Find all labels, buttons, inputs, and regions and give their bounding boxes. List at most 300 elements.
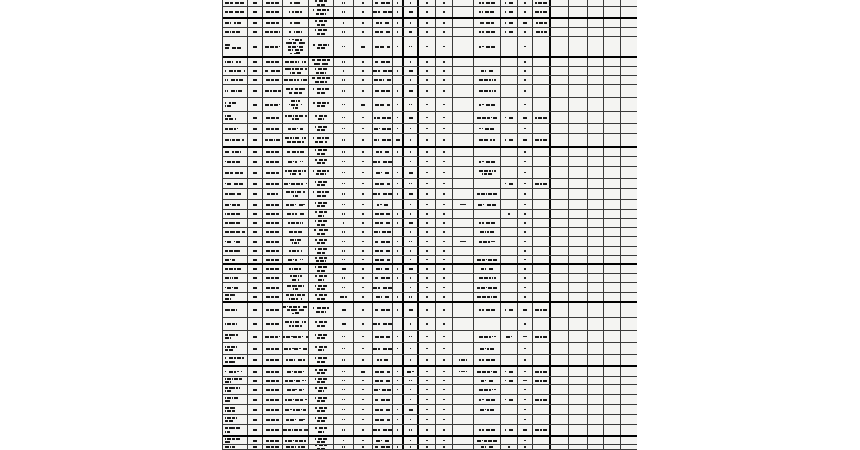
table-cell bbox=[604, 395, 621, 404]
table-cell bbox=[569, 167, 588, 178]
table-cell bbox=[604, 167, 621, 178]
table-cell bbox=[453, 274, 474, 282]
table-cell bbox=[354, 405, 373, 414]
cell-text-marks bbox=[253, 429, 258, 432]
table-cell bbox=[501, 200, 518, 209]
table-cell bbox=[404, 445, 419, 449]
table-cell bbox=[393, 303, 404, 317]
table-cell bbox=[309, 219, 334, 227]
cell-text-marks bbox=[478, 222, 495, 225]
table-cell bbox=[393, 124, 404, 133]
cell-text-marks bbox=[314, 266, 328, 269]
table-cell bbox=[604, 303, 621, 317]
table-cell bbox=[283, 148, 309, 156]
cell-text-marks bbox=[443, 116, 445, 119]
table-cell bbox=[474, 85, 501, 97]
table-cell bbox=[588, 331, 604, 342]
table-cell bbox=[283, 0, 309, 6]
table-cell bbox=[518, 112, 533, 123]
cell-text-marks bbox=[396, 429, 398, 432]
table-cell bbox=[436, 76, 453, 84]
cell-text-marks bbox=[253, 139, 258, 142]
cell-text-marks bbox=[534, 2, 548, 5]
cell-text-marks bbox=[479, 127, 495, 130]
cell-text-marks bbox=[373, 127, 392, 130]
cell-text-marks bbox=[443, 439, 445, 442]
table-cell bbox=[283, 167, 309, 178]
table-cell bbox=[474, 189, 501, 199]
table-cell bbox=[533, 355, 551, 365]
table-cell bbox=[354, 19, 373, 27]
cell-text-marks bbox=[225, 420, 234, 423]
table-cell bbox=[248, 445, 263, 449]
cell-text-marks bbox=[375, 2, 390, 5]
cell-text-marks bbox=[313, 62, 329, 65]
cell-text-marks bbox=[341, 335, 345, 338]
table-cell bbox=[604, 247, 621, 255]
cell-text-marks bbox=[362, 90, 364, 93]
table-cell bbox=[604, 256, 621, 263]
table-cell bbox=[419, 293, 436, 301]
cell-text-marks bbox=[376, 268, 390, 271]
table-cell bbox=[588, 7, 604, 17]
table-cell bbox=[588, 343, 604, 354]
cell-text-marks bbox=[285, 408, 306, 411]
table-cell bbox=[309, 293, 334, 301]
table-cell bbox=[551, 157, 569, 166]
cell-text-marks bbox=[505, 379, 514, 382]
table-cell bbox=[551, 148, 569, 156]
cell-text-marks bbox=[396, 193, 398, 196]
table-cell bbox=[569, 67, 588, 75]
cell-text-marks bbox=[225, 105, 232, 108]
table-cell bbox=[533, 85, 551, 97]
table-cell bbox=[309, 134, 334, 146]
cell-text-marks bbox=[266, 347, 280, 350]
cell-text-marks bbox=[312, 137, 329, 140]
table-cell bbox=[263, 7, 283, 17]
table-cell bbox=[393, 112, 404, 123]
table-cell bbox=[436, 445, 453, 449]
table-cell bbox=[354, 425, 373, 435]
cell-text-marks bbox=[286, 294, 305, 297]
cell-text-marks bbox=[266, 446, 280, 449]
table-cell bbox=[453, 237, 474, 246]
cell-text-marks bbox=[253, 250, 258, 253]
table-cell bbox=[436, 98, 453, 111]
table-cell bbox=[533, 134, 551, 146]
cell-text-marks bbox=[341, 258, 345, 261]
table-cell bbox=[551, 98, 569, 111]
table-cell bbox=[453, 37, 474, 56]
table-cell bbox=[309, 237, 334, 246]
table-cell bbox=[419, 37, 436, 56]
cell-text-marks bbox=[409, 231, 411, 234]
table-cell bbox=[588, 274, 604, 282]
table-cell bbox=[248, 167, 263, 178]
cell-text-marks bbox=[266, 388, 280, 391]
cell-text-marks bbox=[288, 127, 304, 130]
table-cell bbox=[501, 247, 518, 255]
table-cell bbox=[551, 377, 569, 384]
table-cell bbox=[569, 343, 588, 354]
cell-text-marks bbox=[225, 258, 236, 261]
cell-text-marks bbox=[426, 388, 428, 391]
table-cell bbox=[373, 67, 393, 75]
table-cell bbox=[334, 210, 354, 218]
table-cell bbox=[373, 256, 393, 263]
table-cell bbox=[474, 124, 501, 133]
table-cell bbox=[569, 367, 588, 376]
cell-text-marks bbox=[314, 29, 328, 32]
table-cell bbox=[419, 189, 436, 199]
cell-text-marks bbox=[443, 222, 445, 225]
cell-text-marks bbox=[362, 70, 364, 73]
table-cell bbox=[419, 0, 436, 6]
table-cell bbox=[354, 256, 373, 263]
cell-text-marks bbox=[225, 11, 245, 14]
table-cell bbox=[533, 228, 551, 236]
table-cell bbox=[393, 343, 404, 354]
cell-text-marks bbox=[266, 182, 280, 185]
table-cell bbox=[621, 37, 637, 56]
table-cell bbox=[283, 437, 309, 444]
table-cell bbox=[588, 303, 604, 317]
table-cell bbox=[453, 67, 474, 75]
cell-text-marks bbox=[396, 182, 398, 185]
table-cell bbox=[223, 247, 248, 255]
cell-text-marks bbox=[317, 32, 326, 35]
table-cell bbox=[334, 385, 354, 394]
cell-text-marks bbox=[225, 193, 242, 196]
cell-text-marks bbox=[362, 151, 364, 154]
cell-text-marks bbox=[341, 213, 345, 216]
cell-text-marks bbox=[443, 429, 445, 432]
table-row bbox=[223, 367, 637, 377]
cell-text-marks bbox=[314, 149, 328, 152]
cell-text-marks bbox=[341, 203, 345, 206]
table-cell bbox=[551, 85, 569, 97]
table-cell bbox=[354, 7, 373, 17]
table-cell bbox=[263, 134, 283, 146]
table-cell bbox=[501, 274, 518, 282]
table-cell bbox=[588, 148, 604, 156]
table-cell bbox=[518, 210, 533, 218]
table-cell bbox=[588, 219, 604, 227]
table-cell bbox=[551, 76, 569, 84]
table-row bbox=[223, 167, 637, 179]
cell-text-marks bbox=[253, 160, 258, 163]
cell-text-marks bbox=[314, 220, 328, 223]
table-cell bbox=[283, 445, 309, 449]
table-cell bbox=[621, 112, 637, 123]
table-cell bbox=[621, 445, 637, 449]
table-cell bbox=[419, 58, 436, 66]
table-cell bbox=[588, 395, 604, 404]
cell-text-marks bbox=[408, 296, 412, 299]
table-cell bbox=[453, 415, 474, 424]
table-cell bbox=[604, 148, 621, 156]
table-cell bbox=[533, 395, 551, 404]
cell-text-marks bbox=[225, 441, 231, 444]
table-cell bbox=[404, 157, 419, 166]
cell-text-marks bbox=[253, 347, 258, 350]
table-cell bbox=[569, 405, 588, 414]
cell-text-marks bbox=[362, 22, 364, 25]
cell-text-marks bbox=[523, 429, 528, 432]
table-cell bbox=[404, 228, 419, 236]
cell-text-marks bbox=[534, 116, 548, 119]
table-cell bbox=[419, 283, 436, 292]
table-cell bbox=[309, 0, 334, 6]
table-cell bbox=[588, 37, 604, 56]
cell-text-marks bbox=[342, 439, 344, 442]
table-cell bbox=[621, 303, 637, 317]
table-cell bbox=[263, 445, 283, 449]
table-cell bbox=[533, 274, 551, 282]
cell-text-marks bbox=[286, 446, 305, 449]
table-cell bbox=[621, 167, 637, 178]
table-row bbox=[223, 237, 637, 247]
table-cell bbox=[419, 237, 436, 246]
table-row bbox=[223, 228, 637, 237]
cell-text-marks bbox=[375, 31, 390, 34]
cell-text-marks bbox=[409, 139, 411, 142]
table-cell bbox=[551, 7, 569, 17]
cell-text-marks bbox=[361, 370, 366, 373]
table-cell bbox=[419, 318, 436, 330]
cell-text-marks bbox=[225, 160, 241, 163]
cell-text-marks bbox=[443, 323, 445, 326]
cell-text-marks bbox=[408, 171, 413, 174]
cell-text-marks bbox=[341, 388, 345, 391]
table-cell bbox=[354, 148, 373, 156]
table-cell bbox=[604, 355, 621, 365]
table-cell bbox=[621, 237, 637, 246]
table-cell bbox=[453, 200, 474, 209]
cell-text-marks bbox=[524, 268, 526, 271]
cell-text-marks bbox=[225, 114, 232, 117]
table-cell bbox=[393, 179, 404, 188]
cell-text-marks bbox=[505, 116, 514, 119]
table-cell bbox=[453, 210, 474, 218]
cell-text-marks bbox=[284, 321, 307, 324]
cell-text-marks bbox=[225, 268, 242, 271]
table-cell bbox=[263, 28, 283, 36]
table-row bbox=[223, 189, 637, 200]
table-cell bbox=[518, 189, 533, 199]
table-cell bbox=[334, 303, 354, 317]
cell-text-marks bbox=[341, 31, 345, 34]
table-cell bbox=[533, 98, 551, 111]
table-cell bbox=[551, 367, 569, 376]
cell-text-marks bbox=[443, 61, 445, 64]
cell-text-marks bbox=[253, 2, 258, 5]
table-cell bbox=[309, 318, 334, 330]
table-cell bbox=[263, 293, 283, 301]
table-cell bbox=[501, 112, 518, 123]
table-cell bbox=[474, 303, 501, 317]
cell-text-marks bbox=[443, 347, 445, 350]
table-cell bbox=[283, 265, 309, 273]
table-cell bbox=[334, 124, 354, 133]
cell-text-marks bbox=[266, 323, 280, 326]
cell-text-marks bbox=[253, 11, 258, 14]
table-cell bbox=[551, 67, 569, 75]
cell-text-marks bbox=[479, 11, 495, 14]
cell-text-marks bbox=[524, 222, 526, 225]
table-cell bbox=[533, 28, 551, 36]
cell-text-marks bbox=[524, 31, 526, 34]
cell-text-marks bbox=[534, 309, 548, 312]
table-cell bbox=[533, 37, 551, 56]
table-cell bbox=[453, 7, 474, 17]
table-cell bbox=[604, 415, 621, 424]
table-cell bbox=[501, 67, 518, 75]
cell-text-marks bbox=[373, 193, 393, 196]
cell-text-marks bbox=[286, 88, 305, 91]
table-cell bbox=[474, 331, 501, 342]
cell-text-marks bbox=[409, 418, 411, 421]
table-cell bbox=[283, 67, 309, 75]
table-cell bbox=[436, 189, 453, 199]
table-cell bbox=[419, 395, 436, 404]
table-cell bbox=[419, 265, 436, 273]
cell-text-marks bbox=[316, 260, 327, 263]
cell-text-marks bbox=[373, 388, 392, 391]
cell-text-marks bbox=[292, 242, 300, 245]
table-cell bbox=[533, 167, 551, 178]
table-cell bbox=[453, 425, 474, 435]
table-cell bbox=[518, 265, 533, 273]
table-cell bbox=[393, 265, 404, 273]
cell-text-marks bbox=[460, 203, 467, 206]
table-cell bbox=[248, 377, 263, 384]
cell-text-marks bbox=[408, 103, 412, 106]
table-cell bbox=[373, 415, 393, 424]
table-row bbox=[223, 283, 637, 293]
cell-text-marks bbox=[478, 388, 496, 391]
table-cell bbox=[518, 415, 533, 424]
cell-text-marks bbox=[535, 31, 547, 34]
table-cell bbox=[604, 331, 621, 342]
cell-text-marks bbox=[264, 90, 281, 93]
table-cell bbox=[334, 200, 354, 209]
cell-text-marks bbox=[478, 90, 496, 93]
cell-text-marks bbox=[315, 386, 327, 389]
table-cell bbox=[263, 274, 283, 282]
cell-text-marks bbox=[524, 182, 526, 185]
table-cell bbox=[334, 283, 354, 292]
table-cell bbox=[453, 134, 474, 146]
cell-text-marks bbox=[225, 47, 242, 50]
table-cell bbox=[373, 445, 393, 449]
cell-text-marks bbox=[408, 45, 412, 48]
cell-text-marks bbox=[341, 182, 345, 185]
cell-text-marks bbox=[225, 277, 239, 280]
table-cell bbox=[419, 210, 436, 218]
cell-text-marks bbox=[225, 79, 244, 82]
table-cell bbox=[393, 37, 404, 56]
table-cell bbox=[518, 331, 533, 342]
table-cell bbox=[373, 377, 393, 384]
table-cell bbox=[354, 385, 373, 394]
cell-text-marks bbox=[409, 203, 411, 206]
table-cell bbox=[621, 367, 637, 376]
table-cell bbox=[283, 85, 309, 97]
table-cell bbox=[309, 85, 334, 97]
cell-text-marks bbox=[287, 284, 305, 287]
cell-text-marks bbox=[443, 193, 445, 196]
cell-text-marks bbox=[284, 68, 307, 71]
cell-text-marks bbox=[341, 323, 346, 326]
table-cell bbox=[604, 19, 621, 27]
table-cell bbox=[419, 405, 436, 414]
table-cell bbox=[551, 247, 569, 255]
table-cell bbox=[604, 377, 621, 384]
table-cell bbox=[373, 405, 393, 414]
table-cell bbox=[223, 157, 248, 166]
table-cell bbox=[501, 167, 518, 178]
cell-text-marks bbox=[341, 277, 345, 280]
table-cell bbox=[551, 219, 569, 227]
table-row bbox=[223, 425, 637, 437]
table-cell bbox=[263, 228, 283, 236]
cell-text-marks bbox=[376, 151, 390, 154]
table-cell bbox=[393, 318, 404, 330]
table-cell bbox=[334, 28, 354, 36]
table-cell bbox=[474, 98, 501, 111]
cell-text-marks bbox=[285, 359, 306, 362]
cell-text-marks bbox=[524, 359, 526, 362]
cell-text-marks bbox=[524, 151, 526, 154]
table-cell bbox=[569, 37, 588, 56]
cell-text-marks bbox=[315, 406, 327, 409]
cell-text-marks bbox=[253, 439, 258, 442]
table-cell bbox=[551, 179, 569, 188]
cell-text-marks bbox=[225, 139, 244, 142]
cell-text-marks bbox=[396, 388, 398, 391]
table-cell bbox=[501, 19, 518, 27]
table-cell bbox=[263, 76, 283, 84]
table-cell bbox=[354, 445, 373, 449]
cell-text-marks bbox=[362, 139, 364, 142]
table-cell bbox=[309, 445, 334, 449]
table-cell bbox=[588, 247, 604, 255]
table-cell bbox=[501, 385, 518, 394]
table-cell bbox=[533, 210, 551, 218]
table-cell bbox=[263, 67, 283, 75]
cell-text-marks bbox=[524, 193, 526, 196]
table-cell bbox=[518, 67, 533, 75]
cell-text-marks bbox=[426, 31, 428, 34]
cell-text-marks bbox=[478, 31, 495, 34]
table-cell bbox=[354, 58, 373, 66]
cell-text-marks bbox=[315, 140, 327, 143]
table-cell bbox=[309, 124, 334, 133]
cell-text-marks bbox=[524, 446, 526, 449]
table-cell bbox=[621, 0, 637, 6]
table-cell bbox=[436, 37, 453, 56]
cell-text-marks bbox=[362, 171, 364, 174]
table-cell bbox=[533, 148, 551, 156]
table-cell bbox=[436, 179, 453, 188]
table-cell bbox=[393, 405, 404, 414]
table-cell bbox=[223, 343, 248, 354]
cell-text-marks bbox=[443, 370, 445, 373]
table-cell bbox=[223, 7, 248, 17]
table-cell bbox=[551, 445, 569, 449]
